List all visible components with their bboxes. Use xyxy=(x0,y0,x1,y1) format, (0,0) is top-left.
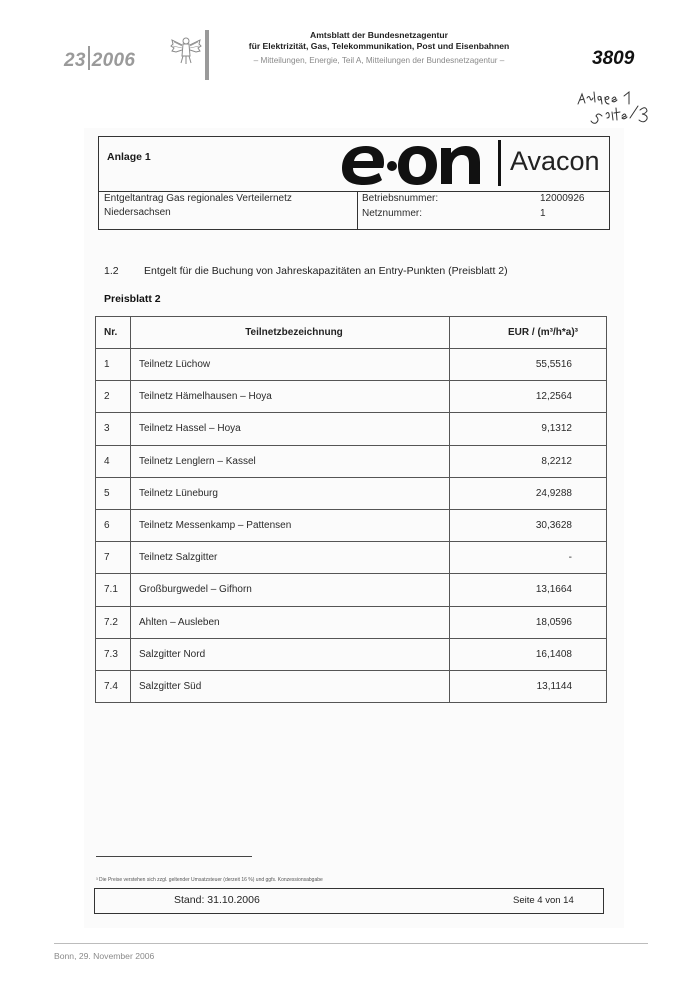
footer-place-date: Bonn, 29. November 2006 xyxy=(54,951,155,961)
attachment-label: Anlage 1 xyxy=(107,151,151,163)
cell-nr: 7.3 xyxy=(96,638,131,670)
application-title-line2: Niedersachsen xyxy=(104,207,171,218)
cell-nr: 4 xyxy=(96,445,131,477)
document-date: Stand: 31.10.2006 xyxy=(174,894,260,906)
cell-value: 30,3628 xyxy=(450,509,607,541)
cell-name: Teilnetz Messenkamp – Pattensen xyxy=(131,509,450,541)
eon-logo-icon xyxy=(340,140,495,188)
table-header-row xyxy=(96,317,607,349)
table-row xyxy=(96,542,607,574)
handwritten-annotation xyxy=(572,88,652,132)
table-row xyxy=(96,445,607,477)
operator-number-label: Betriebsnummer: xyxy=(362,193,439,204)
cell-value: 13,1144 xyxy=(450,670,607,702)
table-row xyxy=(96,509,607,541)
operator-number-value: 12000926 xyxy=(540,193,585,204)
brand-name: Avacon xyxy=(510,146,600,176)
cell-value: 12,2564 xyxy=(450,381,607,413)
table-body xyxy=(96,349,607,703)
publication-title-line2: für Elektrizität, Gas, Telekommunikation, Post und Eisenbahnen xyxy=(248,41,510,51)
cell-nr: 7.1 xyxy=(96,574,131,606)
table-row xyxy=(96,413,607,445)
cell-nr: 7 xyxy=(96,542,131,574)
table-row xyxy=(96,349,607,381)
cell-value: - xyxy=(450,542,607,574)
cell-name: Teilnetz Salzgitter xyxy=(131,542,450,574)
column-header-nr: Nr. xyxy=(96,317,131,349)
publication-header xyxy=(214,30,544,66)
section-title: Entgelt für die Buchung von Jahreskapazitäten an Entry-Punkten (Preisblatt 2) xyxy=(144,265,508,277)
publication-subtitle: – Mitteilungen, Energie, Teil A, Mitteilungen der Bundesnetzagentur – xyxy=(253,56,505,65)
cell-name: Teilnetz Lüneburg xyxy=(131,477,450,509)
cell-value: 9,1312 xyxy=(450,413,607,445)
network-number-label: Netznummer: xyxy=(362,208,423,219)
table-row xyxy=(96,606,607,638)
issue-divider xyxy=(88,46,90,70)
section-number: 1.2 xyxy=(104,265,119,277)
cell-nr: 7.2 xyxy=(96,606,131,638)
cell-value: 55,5516 xyxy=(450,349,607,381)
cell-name: Salzgitter Süd xyxy=(131,670,450,702)
cell-name: Ahlten – Ausleben xyxy=(131,606,450,638)
cell-name: Großburgwedel – Gifhorn xyxy=(131,574,450,606)
cell-value: 18,0596 xyxy=(450,606,607,638)
cell-nr: 2 xyxy=(96,381,131,413)
footnote-rule xyxy=(96,856,252,857)
publication-title-line1: Amtsblatt der Bundesnetzagentur xyxy=(310,30,448,40)
table-row xyxy=(96,574,607,606)
issue-number: 23 xyxy=(64,50,86,71)
column-header-unit: EUR / (m³/h*a)³ xyxy=(450,317,607,349)
cell-nr: 1 xyxy=(96,349,131,381)
table-row xyxy=(96,670,607,702)
column-header-name: Teilnetzbezeichnung xyxy=(131,317,450,349)
box-divider-horizontal xyxy=(99,191,609,192)
document-page: Seite 4 von 14 xyxy=(513,895,574,906)
cell-value: 8,2212 xyxy=(450,445,607,477)
cell-nr: 5 xyxy=(96,477,131,509)
cell-value: 24,9288 xyxy=(450,477,607,509)
header-divider xyxy=(205,30,209,80)
cell-name: Teilnetz Lenglern – Kassel xyxy=(131,445,450,477)
footer-rule xyxy=(54,943,648,944)
section-heading xyxy=(104,265,508,277)
application-title-line1: Entgeltantrag Gas regionales Verteilernetz xyxy=(104,193,292,204)
price-table xyxy=(95,316,607,703)
footnote: ³ Die Preise verstehen sich zzgl. geltender Umsatzsteuer (derzeit 16 %) und ggfs. Konzessionsabgabe xyxy=(96,877,323,883)
logo-divider xyxy=(498,140,501,186)
table-row xyxy=(96,638,607,670)
box-divider-vertical xyxy=(357,191,358,229)
cell-value: 13,1664 xyxy=(450,574,607,606)
cell-name: Teilnetz Hassel – Hoya xyxy=(131,413,450,445)
cell-name: Teilnetz Hämelhausen – Hoya xyxy=(131,381,450,413)
table-row xyxy=(96,381,607,413)
cell-nr: 3 xyxy=(96,413,131,445)
issue-year: 2006 xyxy=(91,50,136,71)
network-number-value: 1 xyxy=(540,208,546,219)
cell-value: 16,1408 xyxy=(450,638,607,670)
price-sheet-title: Preisblatt 2 xyxy=(104,293,161,305)
table-row xyxy=(96,477,607,509)
issue-label xyxy=(64,46,135,72)
cell-name: Teilnetz Lüchow xyxy=(131,349,450,381)
cell-nr: 6 xyxy=(96,509,131,541)
page-number: 3809 xyxy=(592,48,635,69)
federal-eagle-icon xyxy=(170,32,202,66)
cell-name: Salzgitter Nord xyxy=(131,638,450,670)
cell-nr: 7.4 xyxy=(96,670,131,702)
